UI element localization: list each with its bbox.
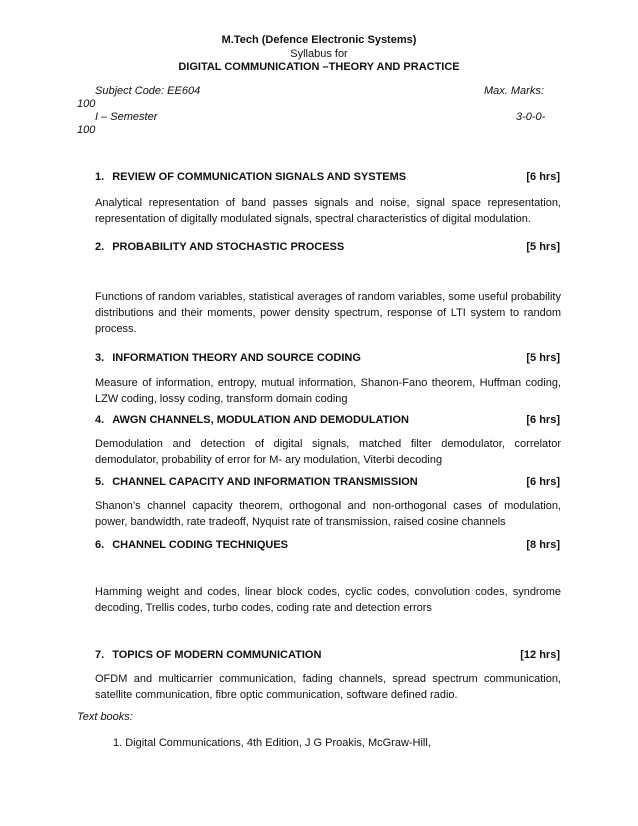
section-1-heading — [95, 170, 560, 186]
semester: I – Semester — [95, 111, 158, 123]
section-3-body: Measure of information, entropy, mutual information, Shanon-Fano theorem, Huffman coding, LZW coding, lossy coding, transform domain coding — [95, 377, 561, 405]
section-title: TOPICS OF MODERN COMMUNICATION — [112, 649, 322, 661]
section-hours: [6 hrs] — [526, 414, 560, 426]
program-title: M.Tech (Defence Electronic Systems) — [221, 34, 417, 46]
section-1-body: Analytical representation of band passes signals and noise, signal space representation, representation of digitally modulated signals, spectral characteristics of digital modulation. — [95, 197, 561, 225]
section-title: INFORMATION THEORY AND SOURCE CODING — [112, 352, 361, 364]
section-4-body: Demodulation and detection of digital signals, matched filter demodulator, correlator demodulator, probability of error for M- ary modulation, Viterbi decoding — [95, 438, 561, 466]
section-6-heading — [95, 538, 560, 554]
section-hours: [6 hrs] — [526, 476, 560, 488]
section-number: 4. — [95, 414, 105, 426]
section-7-heading — [95, 648, 560, 664]
section-number: 3. — [95, 352, 105, 364]
section-number: 1. — [95, 171, 105, 183]
ltp: 3-0-0- — [516, 111, 546, 123]
section-hours: [6 hrs] — [526, 171, 560, 183]
section-title: CHANNEL CODING TECHNIQUES — [112, 539, 288, 551]
section-number: 6. — [95, 539, 105, 551]
section-4-heading — [95, 413, 560, 429]
section-5-body: Shanon’s channel capacity theorem, orthogonal and non-orthogonal cases of modulation, power, bandwidth, rate tradeoff, Nyquist rate of transmission, raised cosine channels — [95, 500, 561, 528]
section-2-body: Functions of random variables, statistical averages of random variables, some useful probability distributions and their moments, power density spectrum, response of LTI system to random process. — [95, 291, 561, 335]
section-2-heading — [95, 240, 560, 256]
section-hours: [12 hrs] — [520, 649, 560, 661]
course-title: DIGITAL COMMUNICATION –THEORY AND PRACTICE — [178, 61, 460, 73]
max-marks-value: 100 — [77, 98, 96, 110]
section-5-heading — [95, 475, 560, 491]
section-number: 2. — [95, 241, 105, 253]
section-6-body: Hamming weight and codes, linear block codes, cyclic codes, convolution codes, syndrome decoding, Trellis codes, turbo codes, coding rate and detection errors — [95, 586, 561, 614]
syllabus-for-label: Syllabus for — [290, 48, 348, 60]
section-title: CHANNEL CAPACITY AND INFORMATION TRANSMISSION — [112, 476, 418, 488]
section-hours: [5 hrs] — [526, 352, 560, 364]
section-7-body: OFDM and multicarrier communication, fading channels, spread spectrum communication, satellite communication, fibre optic communication, software defined radio. — [95, 673, 561, 701]
section-hours: [8 hrs] — [526, 539, 560, 551]
section-title: PROBABILITY AND STOCHASTIC PROCESS — [112, 241, 345, 253]
textbooks-label: Text books: — [77, 711, 133, 723]
section-title: REVIEW OF COMMUNICATION SIGNALS AND SYSTEMS — [112, 171, 407, 183]
section-number: 5. — [95, 476, 105, 488]
section-number: 7. — [95, 649, 105, 661]
section-hours: [5 hrs] — [526, 241, 560, 253]
ltp-value: 100 — [77, 124, 96, 136]
textbook-item: 1. Digital Communications, 4th Edition, J G Proakis, McGraw-Hill, — [113, 737, 431, 749]
subject-code: Subject Code: EE604 — [95, 85, 201, 97]
section-title: AWGN CHANNELS, MODULATION AND DEMODULATION — [112, 414, 409, 426]
section-3-heading — [95, 351, 560, 367]
max-marks-label: Max. Marks: — [484, 85, 544, 97]
